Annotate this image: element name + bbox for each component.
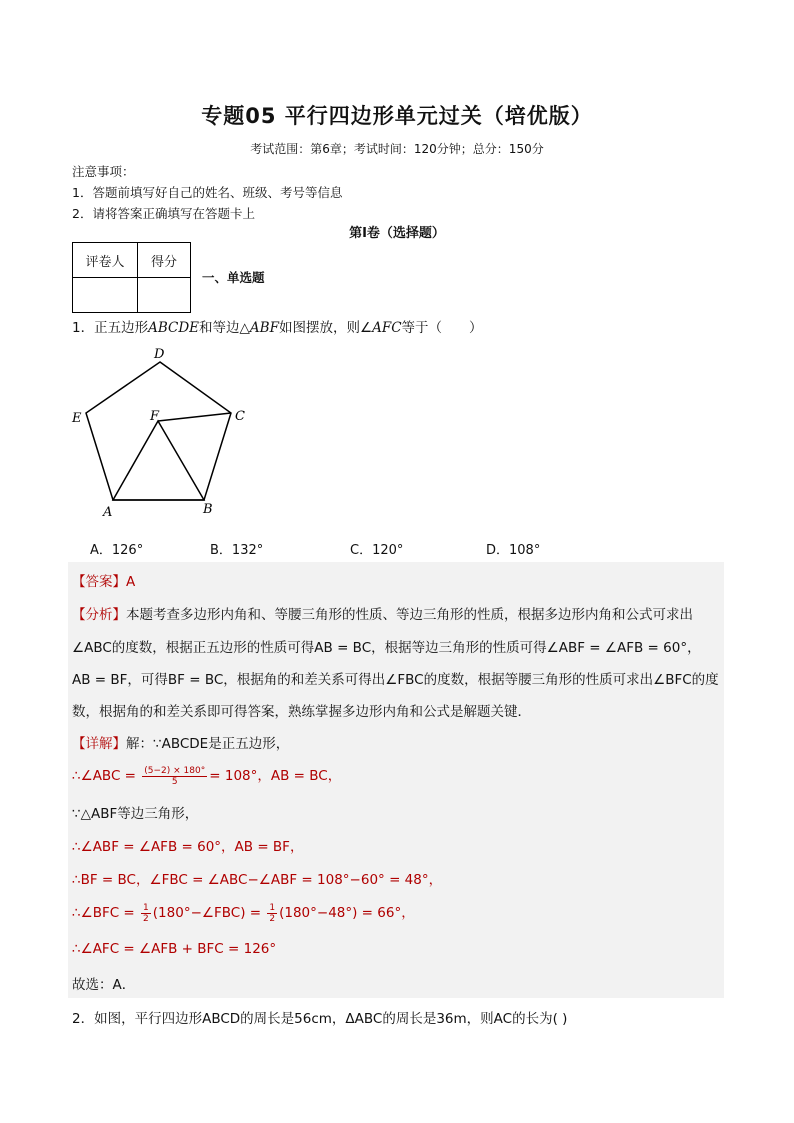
exam-info: 考试范围：第6章；考试时间：120分钟；总分：150分 <box>250 142 544 156</box>
score-cell-score <box>138 278 191 313</box>
fraction: $\frac{1}{2}$ <box>143 902 149 924</box>
pentagon-figure <box>60 340 260 525</box>
label-c: C <box>235 409 245 424</box>
label-f: F <box>150 409 160 424</box>
detail-line: ∴BF = BC，∠FBC = ∠ABC−∠ABF = 108°−60° = 48°， <box>72 872 443 888</box>
label-d: D <box>154 347 165 362</box>
detail-line: ∴∠BFC = $\frac{1}{2}$ (180°−∠FBC) = $\frac{1}{2}$ (180°−48°) = 66°， <box>72 902 415 924</box>
triangle-abf <box>113 421 204 500</box>
option-b: B．132° <box>210 543 264 558</box>
score-header-score: 得分 <box>138 243 191 278</box>
analysis-label: 【分析】 <box>72 607 126 623</box>
page-title: 专题05 平行四边形单元过关（培优版） <box>201 104 593 128</box>
label-e: E <box>72 411 82 426</box>
section-name: 一、单选题 <box>202 270 265 285</box>
label-b: B <box>203 502 213 517</box>
label-a: A <box>103 505 113 520</box>
detail-line: 【详解】解：∵ABCDE是正五边形， <box>72 736 290 752</box>
score-header-grader: 评卷人 <box>73 243 138 278</box>
fraction: $\frac{1}{2}$ <box>269 902 276 924</box>
fraction: $\frac{(5-2) \times 180^\circ}{5}$ <box>144 765 206 787</box>
pentagon-abcde <box>86 362 231 500</box>
note-item: 2．请将答案正确填写在答题卡上 <box>72 206 255 221</box>
detail-line: ∵△ABF等边三角形， <box>72 806 199 822</box>
section-title: 第Ⅰ卷（选择题） <box>349 226 445 241</box>
question-2-text: 2．如图，平行四边形ABCD的周长是56cm，ΔABC的周长是36m，则AC的长为( ) <box>72 1011 568 1027</box>
option-d: D．108° <box>486 543 541 558</box>
detail-line: ∴∠AFC = ∠AFB + BFC = 126° <box>72 941 277 957</box>
detail-line: 故选：A． <box>72 977 136 993</box>
analysis-line: 【分析】本题考查多边形内角和、等腰三角形的性质、等边三角形的性质，根据多边形内角和公式可求出 <box>72 607 693 623</box>
score-cell-grader <box>73 278 138 313</box>
answer-value: A <box>126 574 136 590</box>
answer-label: 【答案】 <box>72 574 126 590</box>
analysis-line: AB = BF，可得BF = BC，根据角的和差关系可得出∠FBC的度数，根据等腰三角形的性质可求出∠BFC的度 <box>72 672 719 688</box>
segment-fc <box>158 413 231 421</box>
answer-line <box>72 570 135 590</box>
analysis-line: ∠ABC的度数，根据正五边形的性质可得AB = BC，根据等边三角形的性质可得∠ABF = ∠AFB = 60°， <box>72 640 701 656</box>
detail-line: ∴∠ABC = $\frac{(5-2) \times 180^\circ}{5}$ = 108°，AB = BC， <box>72 765 342 787</box>
score-table <box>72 242 191 313</box>
notes-heading: 注意事项： <box>72 164 135 179</box>
detail-line: ∴∠ABF = ∠AFB = 60°，AB = BF， <box>72 839 304 855</box>
option-a: A．126° <box>90 543 144 558</box>
question-1-text: 1．正五边形ABCDE和等边△ABF如图摆放，则∠AFC等于（ ） <box>72 320 483 336</box>
analysis-line: 数，根据角的和差关系即可得答案，熟练掌握多边形内角和公式是解题关键． <box>72 704 531 720</box>
option-c: C．120° <box>350 543 404 558</box>
detail-label: 【详解】 <box>72 736 126 752</box>
note-item: 1．答题前填写好自己的姓名、班级、考号等信息 <box>72 185 343 200</box>
